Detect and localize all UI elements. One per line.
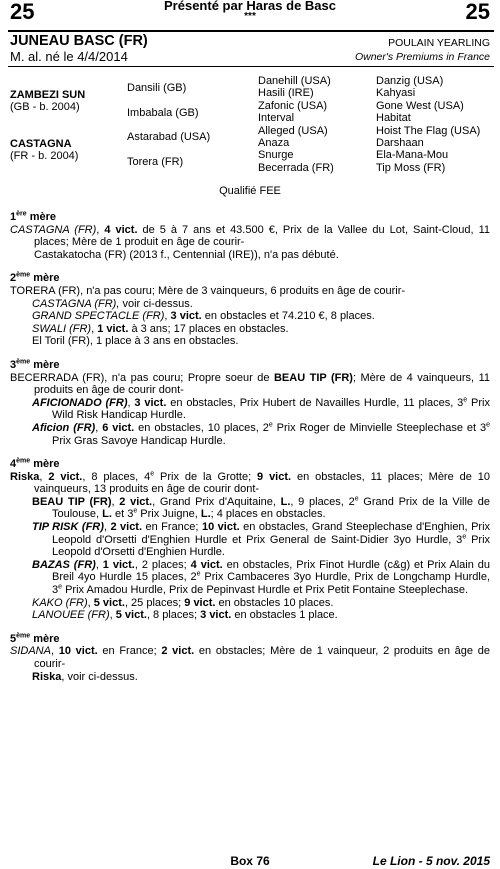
gen3-5: Alleged (USA) — [258, 124, 328, 137]
section-heading-4: 4ème mère — [10, 457, 60, 471]
gen4-2: Kahyasi — [376, 87, 416, 100]
first-dam-produce: Castakatocha (FR) (2013 f., Centennial (IRE)), n'a pas débuté. — [34, 248, 339, 261]
gen4-1: Danzig (USA) — [376, 75, 444, 87]
second-dam-produce-1: CASTAGNA (FR), voir ci-dessus. — [32, 297, 193, 310]
third-dam-paragraph: BECERRADA (FR), n'a pas couru; Propre soeur de BEAU TIP (FR); Mère de 4 vainqueurs, 11 produits en âge de courir dont- — [10, 371, 490, 397]
sire-name: ZAMBEZI SUN — [10, 89, 86, 101]
gen3-2: Hasili (IRE) — [258, 87, 314, 100]
presenter: Présenté par Haras de Basc — [164, 0, 336, 13]
lot-number-left: 25 — [10, 0, 35, 24]
section-heading-3: 3ème mère — [10, 358, 60, 371]
gen4-5: Hoist The Flag (USA) — [376, 124, 481, 137]
fourth-dam-produce-3: BAZAS (FR), 1 vict., 2 places; 4 vict. en obstacles, Prix Finot Hurdle (c&g) et Prix Alain du Breil 4yo Hurdle 15 places, 2e Prix Cambaceres 3yo Hurdle, Prix de Longchamp Hurdle, 3e Prix Amadou Hurdle, Prix de Pepinvast Hurdle et Prix Petit Fontaine Steeplechase. — [32, 558, 490, 597]
fourth-dam-paragraph: Riska, 2 vict., 8 places, 4e Prix de la Grotte; 9 vict. en obstacles, 11 places; Mère de 10 vainqueurs, 13 produits en âge de courir dont- — [10, 470, 490, 496]
horse-name: JUNEAU BASC (FR) — [10, 33, 148, 49]
second-dam-produce-2: GRAND SPECTACLE (FR), 3 vict. en obstacles et 74.210 €, 8 places. — [32, 310, 375, 323]
gen3-8: Becerrada (FR) — [258, 161, 334, 174]
gen3-7: Snurge — [258, 149, 294, 162]
gen2-3: Astarabad (USA) — [127, 131, 211, 143]
qualifie-fee: Qualifié FEE — [219, 185, 281, 197]
sale-info: Le Lion - 5 nov. 2015 — [372, 854, 490, 868]
dam-info: (FR - b. 2004) — [10, 150, 79, 163]
fifth-dam-produce-1: Riska, voir ci-dessus. — [32, 670, 138, 683]
lot-number-right: 25 — [465, 0, 490, 24]
presenter-block — [0, 0, 500, 22]
sire-block — [10, 89, 85, 114]
dam-block — [10, 138, 78, 163]
gen3-6: Anaza — [258, 137, 290, 150]
gen3-4: Interval — [258, 112, 295, 125]
dam-name: CASTAGNA — [10, 138, 72, 150]
third-dam-produce-1: AFICIONADO (FR), 3 vict. en obstacles, Prix Hubert de Navailles Hurdle, 11 places, 3e Prix Wild Risk Handicap Hurdle. — [32, 396, 490, 422]
horse-sex-birth: M. al. né le 4/4/2014 — [10, 49, 128, 64]
gen4-8: Tip Moss (FR) — [376, 161, 446, 174]
first-dam-paragraph: CASTAGNA (FR), 4 vict. de 5 à 7 ans et 43.500 €, Prix de la Vallee du Lot, Saint-Cloud, 11 places; Mère de 1 produit en âge de courir- — [10, 223, 490, 249]
fourth-dam-produce-2: TIP RISK (FR), 2 vict. en France; 10 vict. en obstacles, Grand Steeplechase d'Enghien, Prix Leopold d'Orsetti d'Enghien Hurdle et Prix General de Saint-Didier 3yo Hurdle, 3e Prix Leopold d'Orsetti d'Enghien Hurdle. — [32, 521, 491, 559]
gen3-1: Danehill (USA) — [258, 75, 331, 87]
presenter-stars: *** — [244, 11, 256, 22]
gen2-4: Torera (FR) — [127, 156, 184, 168]
top-rule — [8, 30, 494, 32]
gen3-3: Zafonic (USA) — [258, 99, 328, 112]
gen3-column — [258, 75, 334, 174]
fourth-dam-produce-1: BEAU TIP (FR), 2 vict., Grand Prix d'Aquitaine, L., 9 places, 2e Grand Prix de la Ville de Toulouse, L. et 3e Prix Juigne, L.; 4 places en obstacles. — [32, 495, 490, 521]
fourth-dam-produce-4: KAKO (FR), 5 vict., 25 places; 9 vict. en obstacles 10 places. — [32, 596, 334, 609]
gen4-column — [376, 75, 480, 174]
section-heading-1: 1ère mère — [10, 210, 56, 223]
section-heading-5: 5ème mère — [10, 632, 60, 645]
gen4-6: Darshaan — [376, 137, 424, 150]
gen4-7: Ela-Mana-Mou — [376, 149, 449, 162]
second-dam-produce-4: El Toril (FR), 1 place à 3 ans en obstacles. — [32, 335, 239, 348]
horse-category: POULAIN YEARLING — [388, 37, 490, 49]
third-dam-produce-2: Aficion (FR), 6 vict. en obstacles, 10 places, 2e Prix Roger de Minvielle Steeplechase et 3e Prix Gras Savoye Handicap Hurdle. — [32, 421, 491, 447]
dam-lines — [10, 200, 490, 683]
fifth-dam-paragraph: SIDANA, 10 vict. en France; 2 vict. en obstacles; Mère de 1 vainqueur, 2 produits en âge de courir- — [10, 645, 490, 670]
second-dam-paragraph: TORERA (FR), n'a pas couru; Mère de 3 vainqueurs, 6 produits en âge de courir- — [10, 284, 406, 297]
second-dam-produce-3: SWALI (FR), 1 vict. à 3 ans; 17 places en obstacles. — [32, 322, 289, 335]
box-number: Box 76 — [230, 854, 270, 868]
gen2-2: Imbabala (GB) — [127, 107, 199, 119]
fourth-dam-produce-5: LANOUEE (FR), 5 vict., 8 places; 3 vict. en obstacles 1 place. — [32, 609, 338, 622]
sire-info: (GB - b. 2004) — [10, 101, 80, 114]
owner-premium: Owner's Premiums in France — [354, 51, 490, 63]
gen4-3: Gone West (USA) — [376, 99, 464, 112]
pedigree-rule — [8, 66, 494, 67]
gen2-1: Dansili (GB) — [127, 82, 187, 94]
gen4-4: Habitat — [376, 112, 411, 125]
section-heading-2: 2ème mère — [10, 271, 60, 285]
